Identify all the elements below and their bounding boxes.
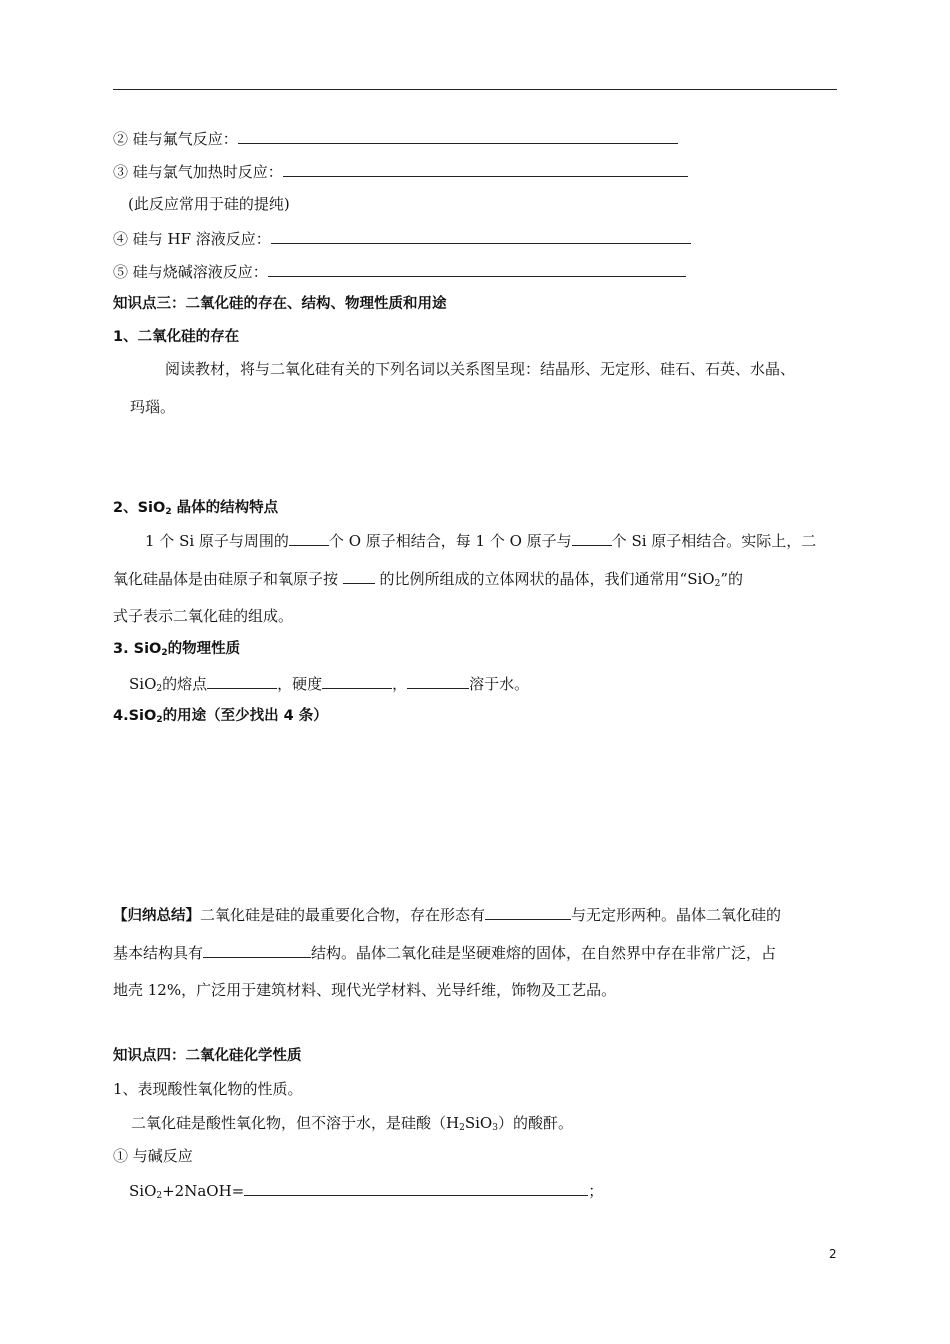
answer-blank[interactable] — [322, 673, 392, 689]
answer-blank[interactable] — [268, 261, 686, 277]
kp3-s1-heading: 1、二氧化硅的存在 — [113, 329, 240, 345]
kp3-s1-text-b: 玛瑙。 — [130, 398, 176, 416]
reaction-3 — [113, 161, 688, 182]
kp3-s2-line1: 1 个 Si 原子与周围的 个 O 原子相结合，每 1 个 O 原子与 个 Si 原子相结合。实际上，二 — [145, 532, 817, 550]
answer-blank[interactable] — [238, 128, 678, 144]
reaction-2 — [113, 128, 678, 149]
reaction-4-label: ④ 硅与 HF 溶液反应： — [113, 230, 271, 248]
summary-line1: 【归纳总结】二氧化硅是硅的最重要化合物，存在形态有 与无定形两种。晶体二氧化硅的 — [113, 906, 782, 924]
kp4-equation: SiO$_2$+2NaOH= ； — [129, 1182, 604, 1201]
summary-line2: 基本结构具有 结构。晶体二氧化硅是坚硬难熔的固体，在自然界中存在非常广泛，占 — [113, 944, 777, 962]
kp3-s4-heading: 4.SiO$_2$的用途（至少找出 4 条） — [113, 708, 328, 725]
answer-blank[interactable] — [244, 1180, 588, 1196]
kp4-heading: 知识点四：二氧化硅化学性质 — [113, 1048, 302, 1064]
kp3-s3-text: SiO$_2$的熔点 ，硬度 ， 溶于水。 — [129, 675, 530, 694]
kp4-r1: ① 与碱反应 — [113, 1147, 193, 1165]
answer-blank[interactable] — [207, 673, 277, 689]
answer-blank[interactable] — [271, 228, 691, 244]
answer-blank[interactable] — [485, 904, 571, 920]
reaction-3-note: (此反应常用于硅的提纯) — [128, 195, 290, 213]
summary-line3: 地壳 12%，广泛用于建筑材料、现代光学材料、光导纤维，饰物及工艺品。 — [113, 981, 617, 999]
reaction-3-label: ③ 硅与氯气加热时反应： — [113, 163, 283, 181]
answer-blank[interactable] — [572, 530, 612, 546]
kp3-s2-line2: 氧化硅晶体是由硅原子和氧原子按 的比例所组成的立体网状的晶体，我们通常用“SiO$_2$”的 — [113, 570, 743, 589]
header-rule — [113, 89, 837, 90]
answer-blank[interactable] — [407, 673, 469, 689]
answer-blank[interactable] — [283, 161, 688, 177]
kp3-s2-heading: 2、SiO$_2$ 晶体的结构特点 — [113, 500, 279, 517]
page-number: 2 — [829, 1247, 837, 1261]
reaction-5-label: ⑤ 硅与烧碱溶液反应： — [113, 263, 268, 281]
kp3-s1-text-a: 阅读教材，将与二氧化硅有关的下列名词以关系图呈现：结晶形、无定形、硅石、石英、水晶、 — [165, 360, 796, 378]
kp3-heading: 知识点三：二氧化硅的存在、结构、物理性质和用途 — [113, 296, 447, 312]
reaction-2-label: ② 硅与氟气反应： — [113, 130, 238, 148]
kp3-s2-line3: 式子表示二氧化硅的组成。 — [113, 607, 294, 625]
kp4-s1-text: 二氧化硅是酸性氧化物，但不溶于水，是硅酸$(H_2SiO_3)$的酸酐。 — [131, 1114, 573, 1133]
kp4-s1: 1、表现酸性氧化物的性质。 — [113, 1080, 303, 1098]
answer-blank[interactable] — [343, 568, 375, 584]
answer-blank[interactable] — [203, 942, 311, 958]
kp3-s3-heading: 3. SiO$_2$的物理性质 — [113, 641, 241, 658]
summary-label: 【归纳总结】 — [113, 908, 200, 924]
answer-blank[interactable] — [289, 530, 329, 546]
reaction-5 — [113, 261, 686, 282]
reaction-4 — [113, 228, 691, 249]
